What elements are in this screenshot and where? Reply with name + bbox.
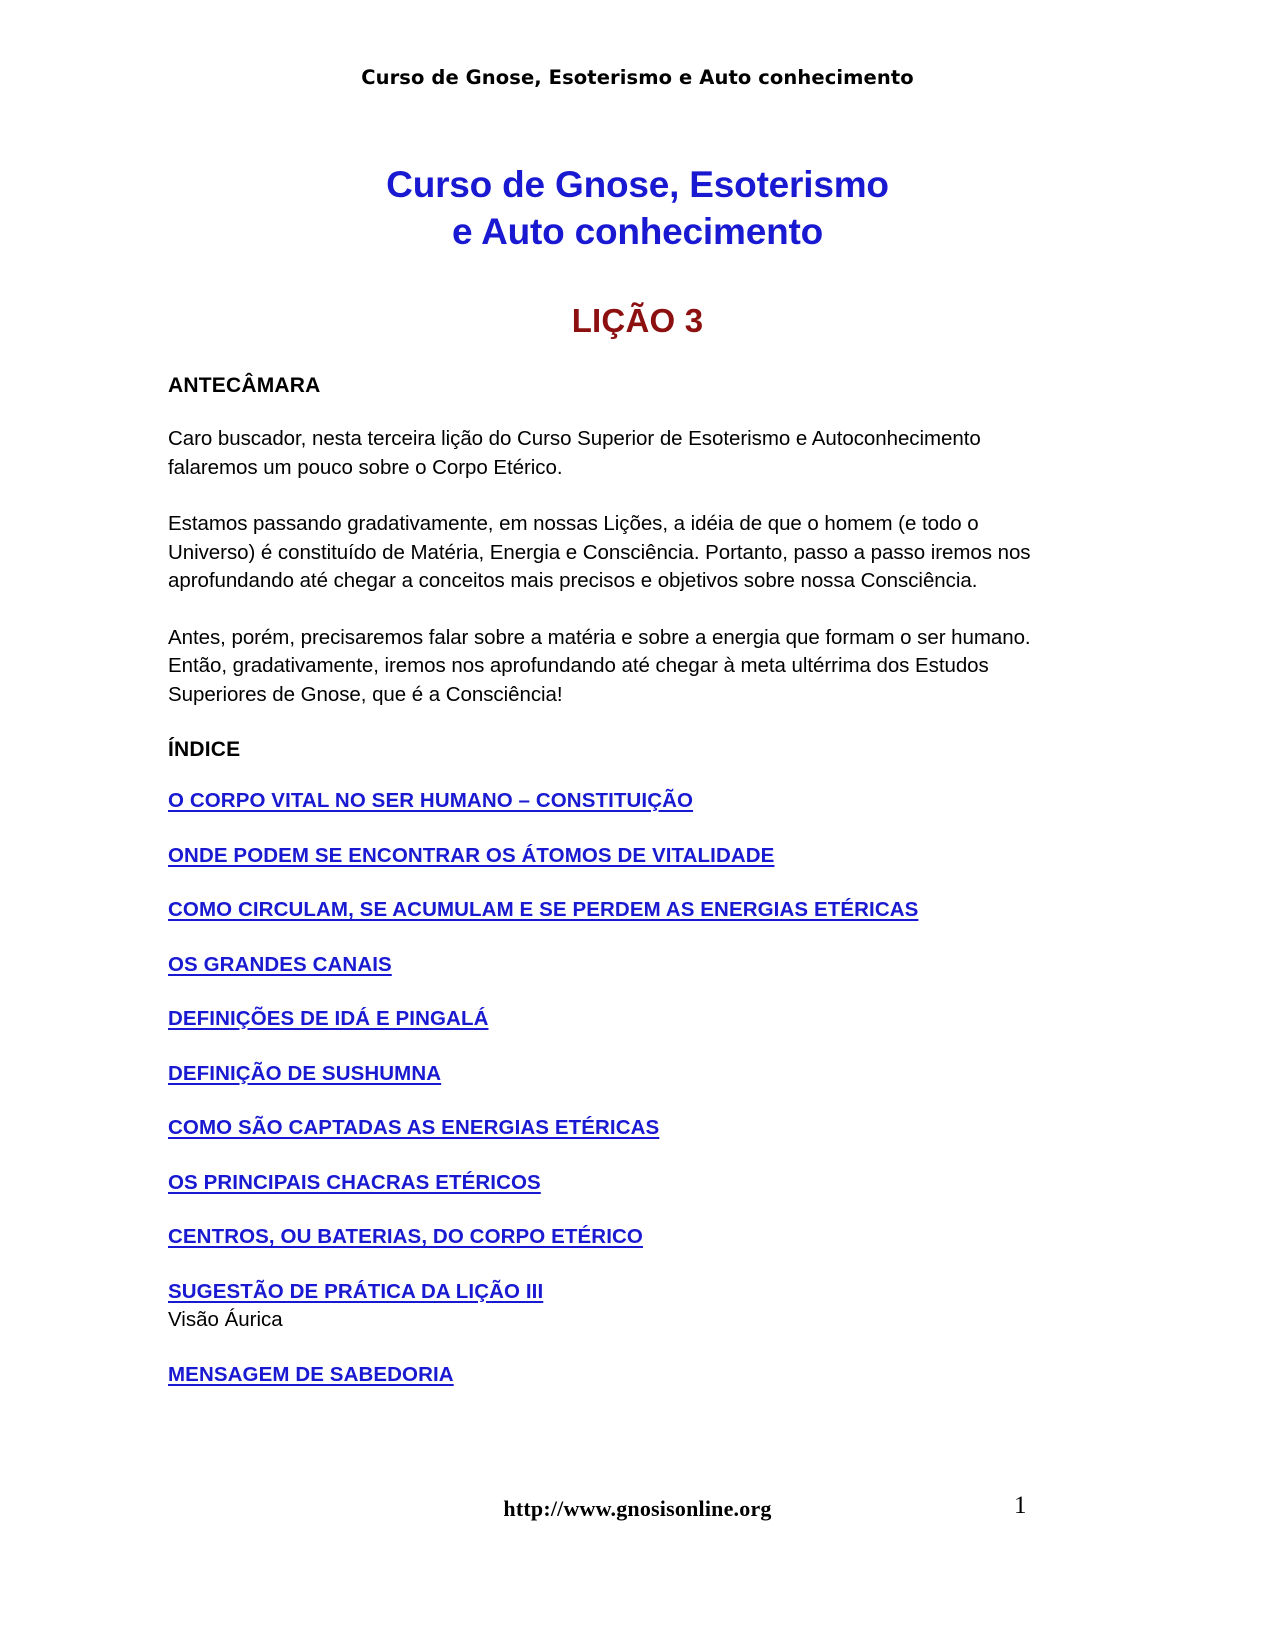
- list-item: [168, 1225, 1058, 1249]
- spacer: [168, 709, 1058, 738]
- document-title: [0, 161, 1275, 255]
- list-item: [168, 1116, 1058, 1140]
- list-item: [168, 1171, 1058, 1195]
- spacer: [168, 596, 1058, 624]
- document-title-line-1: Curso de Gnose, Esoterismo: [386, 163, 889, 205]
- index-link-sushumna[interactable]: DEFINIÇÃO DE SUSHUMNA: [168, 1061, 442, 1085]
- index-link-sugestao-pratica[interactable]: SUGESTÃO DE PRÁTICA DA LIÇÃO III: [168, 1279, 544, 1303]
- list-item: [168, 789, 1058, 813]
- spacer: [168, 762, 1058, 789]
- index-link-atomos-vitalidade[interactable]: ONDE PODEM SE ENCONTRAR OS ÁTOMOS DE VITALIDADE: [168, 843, 775, 867]
- antechamber-paragraph-3: Antes, porém, precisaremos falar sobre a matéria e sobre a energia que formam o ser humano. Então, gradativamente, iremos nos aprofundando até chegar à meta ultérrima dos Estudos Superiores de Gnose, que é a Consciência!: [168, 625, 1031, 706]
- list-item: [168, 898, 1058, 922]
- list-item: [168, 1280, 1058, 1333]
- index-link-chacras-etericos[interactable]: OS PRINCIPAIS CHACRAS ETÉRICOS: [168, 1170, 541, 1194]
- spacer: [168, 398, 1058, 425]
- index-link-ida-pingala[interactable]: DEFINIÇÕES DE IDÁ E PINGALÁ: [168, 1007, 489, 1030]
- index-link-centros-baterias[interactable]: CENTROS, OU BATERIAS, DO CORPO ETÉRICO: [168, 1225, 643, 1248]
- antechamber-heading: ANTECÂMARA: [168, 374, 321, 397]
- index-link-energias-etericas-circulacao[interactable]: COMO CIRCULAM, SE ACUMULAM E SE PERDEM AS ENERGIAS ETÉRICAS: [168, 898, 919, 921]
- list-item: [168, 1062, 1058, 1086]
- index-list: [168, 789, 1058, 1387]
- footer-website-url: http://www.gnosisonline.org: [503, 1496, 772, 1521]
- document-title-line-2: e Auto conhecimento: [451, 210, 824, 252]
- antechamber-paragraph-1: Caro buscador, nesta terceira lição do Curso Superior de Esoterismo e Autoconhecimento falaremos um pouco sobre o Corpo Etérico.: [168, 427, 981, 479]
- footer-page-number: 1: [1014, 1492, 1027, 1519]
- list-item: [168, 1363, 1058, 1387]
- index-link-grandes-canais[interactable]: OS GRANDES CANAIS: [168, 952, 392, 976]
- index-link-corpo-vital[interactable]: O CORPO VITAL NO SER HUMANO – CONSTITUIÇÃO: [168, 789, 694, 812]
- content-column: [168, 374, 1058, 1387]
- lesson-heading: LIÇÃO 3: [571, 302, 704, 340]
- index-link-mensagem-sabedoria[interactable]: MENSAGEM DE SABEDORIA: [168, 1363, 454, 1386]
- list-item: [168, 953, 1058, 977]
- index-link-captacao-energias[interactable]: COMO SÃO CAPTADAS AS ENERGIAS ETÉRICAS: [168, 1116, 660, 1139]
- spacer: [168, 482, 1058, 510]
- antechamber-paragraph-2: Estamos passando gradativamente, em nossas Lições, a idéia de que o homem (e todo o Universo) é constituído de Matéria, Energia e Consciência. Portanto, passo a passo iremos nos aprofundando até chegar a conceitos mais precisos e objetivos sobre nossa Consciência.: [168, 512, 1031, 592]
- list-item: [168, 844, 1058, 868]
- index-subnote-visao-aurica: Visão Áurica: [168, 1307, 283, 1331]
- index-heading: ÍNDICE: [168, 738, 241, 761]
- list-item: [168, 1007, 1058, 1031]
- running-header: Curso de Gnose, Esoterismo e Auto conhecimento: [361, 66, 914, 89]
